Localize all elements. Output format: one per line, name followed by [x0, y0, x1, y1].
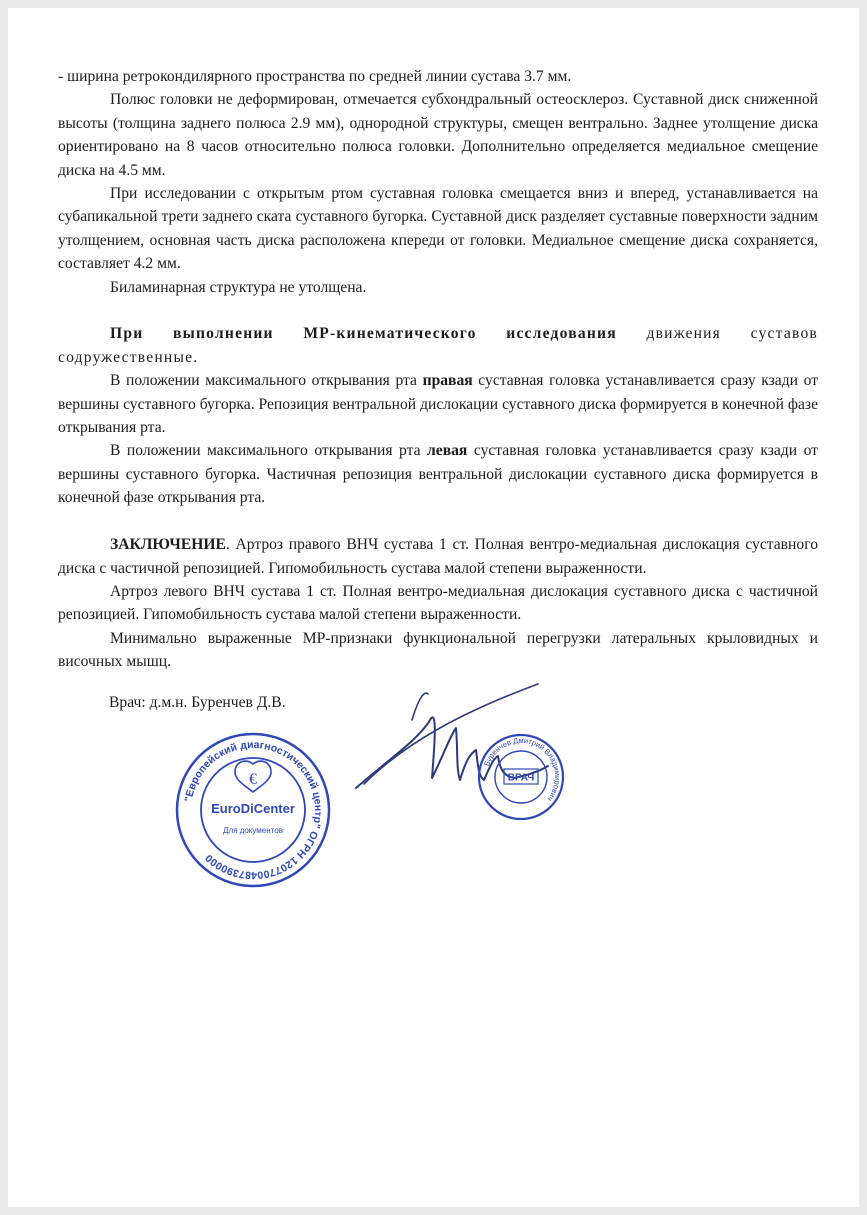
signature-tail [412, 693, 428, 720]
right-joint-bold: правая [422, 372, 473, 390]
logo-letter-icon: € [249, 771, 257, 788]
report-body [58, 65, 818, 674]
stamp-ring-text: "Европейский диагностический центр" ОГРН 1207700487390000 [182, 738, 325, 882]
conclusion-left: Артроз левого ВНЧ сустава 1 ст. Полная вентро-медиальная дислокация суставного диска с частичной репозицией. Гипомобильность сустава малой степени выраженности. [58, 582, 818, 624]
paragraph-open-mouth: При исследовании с открытым ртом суставная головка смещается вниз и вперед, устанавливается на субапикальной трети заднего ската суставного бугорка. Суставной диск разделяет суставные поверхности задним утолщением, основная часть диска расположена кпереди от головки. Медиальное смещение диска сохраняется, составляет 4.2 мм. [58, 185, 818, 273]
left-joint-text-2: суставная головка устанавливается сразу кзади от вершины суставного бугорка. Частичная репозиция вентральной дислокации суставного диска формируется в конечной фазе открывания рта. [58, 442, 818, 507]
right-joint-text-2: суставная головка устанавливается сразу кзади от вершины суставного бугорка. Репозиция вентральной дислокации суставного диска формируется в конечной фазе открывания рта. [58, 372, 818, 437]
conclusion-heading: ЗАКЛЮЧЕНИЕ [110, 536, 226, 554]
doctor-stamp [476, 732, 566, 822]
doctor-line: Врач: д.м.н. Буренчев Д.В. [109, 694, 286, 711]
clinic-stamp [173, 730, 333, 890]
paragraph-right-joint [58, 369, 818, 439]
stamp-sub: Для документов [223, 826, 283, 835]
doctor-stamp-ring-text: Буренчев Дмитрий Владимирович [482, 735, 563, 804]
stamp-brand: EuroDiCenter [211, 801, 295, 816]
doctor-stamp-label: ВРАЧ [507, 772, 535, 784]
kinematic-text: движения суставов содружественные. [58, 325, 818, 366]
left-joint-text-1: В положении максимального открывания рта [110, 442, 428, 460]
spacer [58, 510, 818, 533]
document-page [8, 8, 859, 1207]
right-joint-text-1: В положении максимального открывания рта [110, 372, 423, 390]
left-joint-bold: левая [427, 442, 468, 460]
kinematic-heading: При выполнении МР-кинематического исследования [110, 325, 617, 343]
retrocondylar-line: - ширина ретрокондилярного пространства по средней линии сустава 3.7 мм. [58, 68, 572, 85]
conclusion-right-text: . Артроз правого ВНЧ сустава 1 ст. Полная вентро-медиальная дислокация суставного диска с частичной репозицией. Гипомобильность сустава малой степени выраженности. [58, 536, 818, 577]
conclusion-right [58, 533, 818, 580]
paragraph-kinematic [58, 322, 818, 369]
paragraph-left-joint [58, 439, 818, 509]
conclusion-muscles: Минимально выраженные МР-признаки функциональной перегрузки латеральных крыловидных и височных мышц. [58, 629, 818, 671]
spacer [58, 299, 818, 322]
paragraph-bilaminar: Биламинарная структура не утолщена. [110, 278, 367, 296]
paragraph-condyle: Полюс головки не деформирован, отмечается субхондральный остеосклероз. Суставной диск сниженной высоты (толщина заднего полюса 2.9 мм), однородной структуры, смещен вентрально. Заднее утолщение диска ориентировано на 8 часов относительно полюса головки. Дополнительно определяется медиальное смещение диска на 4.5 мм. [58, 91, 818, 179]
